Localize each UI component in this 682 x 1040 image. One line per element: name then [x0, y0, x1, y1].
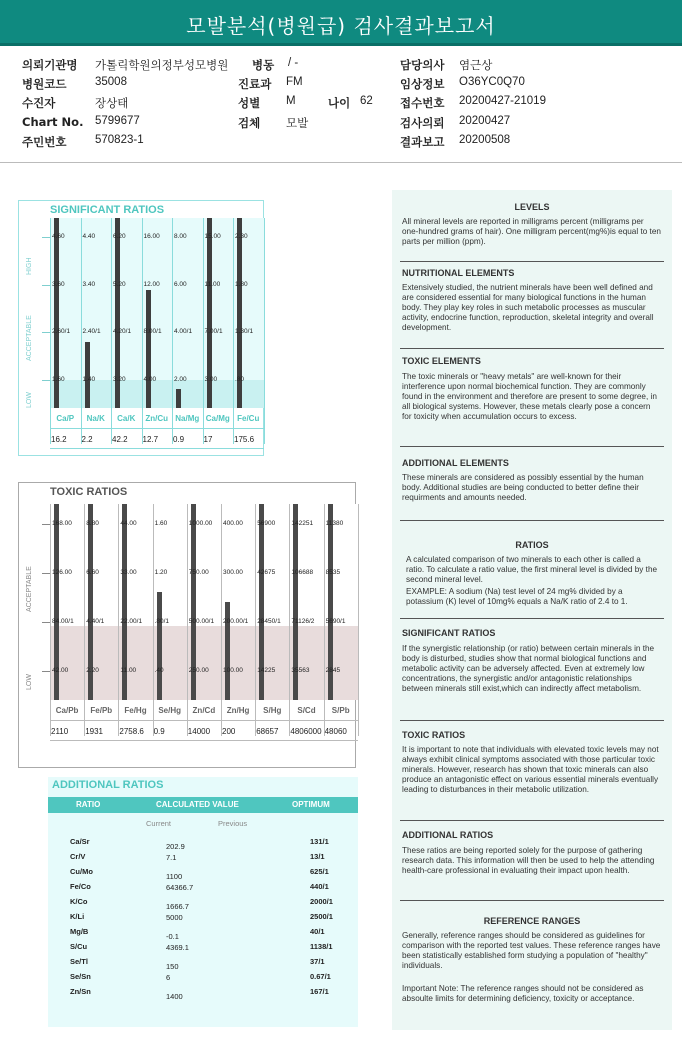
low-band	[50, 626, 358, 700]
divider	[400, 820, 664, 821]
tick-label: 6.00	[174, 280, 187, 288]
category-label: S/Hg	[263, 706, 282, 715]
column-divider	[111, 218, 112, 444]
ratio-value: 200	[222, 727, 236, 736]
tick-label: 750.00	[188, 568, 209, 576]
hospital-code-label: 병원코드	[22, 77, 67, 91]
ratio-name: Cu/Mo	[70, 867, 93, 876]
tick-label: 4.00	[143, 375, 157, 383]
current-value: 7.1	[166, 853, 177, 862]
table-row	[48, 985, 358, 1000]
tick-label: 11.00	[204, 280, 221, 288]
optimum-value: 131/1	[310, 837, 329, 846]
tick-label: 1.20	[154, 568, 168, 576]
axis-marker	[42, 380, 50, 381]
optimum-value: 625/1	[310, 867, 329, 876]
y-axis-label: LOW	[26, 392, 33, 408]
tick-label: 400.00	[223, 519, 243, 527]
reference-ranges-text: Generally, reference ranges should be considered as guidelines for comparison with the reported test values. These reference ranges have been statistically established form studying a population of "healthy" individuals.	[402, 931, 661, 970]
specimen-value: 모발	[286, 118, 309, 130]
y-axis-label: ACCEPTABLE	[26, 314, 33, 361]
report-header	[0, 49, 682, 155]
dept-label: 진료과	[238, 77, 272, 91]
ratio-value: 4806000	[290, 727, 322, 736]
tick-label: 3.20	[113, 375, 126, 383]
tick-label: 5.20	[113, 280, 126, 288]
tick-label: 1.60	[154, 519, 168, 527]
category-label: Fe/Pb	[90, 706, 113, 715]
receipt-value: 20200427-21019	[459, 95, 546, 107]
table-row	[48, 970, 358, 985]
column-divider	[153, 504, 154, 736]
ratios-example: EXAMPLE: A sodium (Na) test level of 24 mg% divided by a potassium (K) level of 10mg% equals a Na/K ratio of 2.4 to 1.	[406, 587, 628, 606]
tick-label: 2.30	[235, 233, 248, 240]
y-axis-label: ACCEPTABLE	[26, 566, 33, 612]
request-label: 검사의뢰	[400, 116, 445, 130]
col-ratio: RATIO	[76, 800, 101, 809]
tick-label: 4.00/1	[174, 328, 193, 335]
examinee-label: 수진자	[22, 96, 56, 110]
ratio-name: K/Co	[70, 897, 88, 906]
tick-label: 300.00	[223, 568, 243, 576]
ratio-name: Cr/V	[70, 852, 86, 861]
chart-no-label: Chart No.	[22, 115, 84, 129]
sub-current: Current	[146, 819, 172, 828]
report-date-value: 20200508	[459, 134, 511, 146]
category-label: S/Pb	[331, 706, 350, 715]
tick-label: 56900	[257, 519, 276, 527]
table-row	[48, 880, 358, 895]
divider	[400, 446, 664, 447]
institution-label: 의뢰기관명	[22, 58, 78, 72]
clinical-value: O36YC0Q70	[459, 76, 525, 88]
toxic-ratios-chart	[18, 482, 356, 768]
tick-label: 15.00	[204, 233, 221, 240]
tick-label: 6.20	[113, 233, 126, 240]
ratio-value: 0.9	[153, 727, 165, 736]
tick-label: 5690/1	[325, 617, 346, 625]
reference-ranges-heading: REFERENCE RANGES	[483, 916, 581, 926]
ratio-value: 2.2	[81, 435, 93, 444]
tick-label: 2.00	[174, 375, 187, 383]
ratio-value: 0.9	[173, 435, 185, 444]
optimum-value: 2500/1	[310, 912, 333, 921]
tick-label: 1000.00	[188, 519, 213, 527]
col-calculated: CALCULATED VALUE	[156, 800, 239, 809]
ratio-name: Fe/Co	[70, 882, 91, 891]
tick-label: 11.00	[120, 666, 137, 674]
column-divider	[84, 504, 85, 736]
tick-label: 8535	[325, 568, 341, 576]
current-value: -0.1	[166, 932, 179, 941]
column-divider	[50, 218, 51, 444]
col-optimum: OPTIMUM	[292, 800, 330, 809]
tick-label: 16.00	[143, 233, 160, 240]
column-divider	[233, 218, 234, 444]
ward-value: / -	[288, 57, 299, 69]
category-label: S/Cd	[297, 706, 316, 715]
axis-marker	[42, 573, 50, 574]
ratios-heading: RATIOS	[515, 540, 549, 550]
additional-table-header	[48, 797, 358, 813]
category-label: Zn/Cu	[145, 414, 169, 423]
tick-label: 126.00	[52, 568, 72, 576]
axis-marker	[42, 285, 50, 286]
current-value: 5000	[166, 913, 183, 922]
table-row	[48, 955, 358, 970]
tick-label: 3.00	[204, 375, 218, 383]
table-row	[48, 910, 358, 925]
table-row	[48, 850, 358, 865]
significant-ratios-chart	[18, 200, 264, 456]
category-label: Ca/P	[56, 414, 75, 423]
category-label: Fe/Hg	[124, 706, 147, 715]
table-row	[48, 835, 358, 850]
category-label: Zn/Cd	[192, 706, 216, 715]
ratio-bar	[146, 290, 151, 408]
tick-label: 3.40	[82, 280, 96, 288]
additional-ratios-heading: ADDITIONAL RATIOS	[402, 830, 494, 840]
tick-label: 106688	[291, 568, 314, 576]
current-value: 202.9	[166, 842, 185, 851]
receipt-label: 접수번호	[400, 96, 445, 110]
row-divider	[50, 740, 358, 741]
request-value: 20200427	[459, 115, 511, 127]
column-divider	[187, 504, 188, 736]
ratio-value: 42.2	[112, 435, 128, 444]
ratio-name: S/Cu	[70, 942, 88, 951]
tick-label: 1.40	[82, 375, 96, 383]
tick-label: 4.20/1	[113, 328, 132, 335]
optimum-value: 1138/1	[310, 942, 333, 951]
levels-heading: LEVELS	[514, 202, 550, 212]
column-divider	[50, 504, 51, 736]
column-divider	[203, 218, 204, 444]
significant-ratios-text: If the synergistic relationship (or ratio) between certain minerals in the body is disturbed, studies show that normal biological functions and metabolic activity can be adversely affected. Even at extremely low concentrations, the synergistic and/or antagonistic relationships between minerals still exist,which can indirectly affect metabolism.	[402, 644, 655, 693]
chart-no-value: 5799677	[95, 115, 140, 127]
column-divider	[358, 504, 359, 736]
optimum-value: 167/1	[310, 987, 329, 996]
row-divider	[50, 720, 358, 721]
additional-elements-text: These minerals are considered as possibly essential by the human body. Additional studies are being conducted to better define their requirments and amounts needed.	[402, 473, 644, 502]
axis-marker	[42, 237, 50, 238]
ratio-value: 12.7	[142, 435, 159, 444]
tick-label: 71126/2	[291, 617, 315, 625]
tick-label: 8.00	[174, 233, 187, 240]
divider	[400, 618, 664, 619]
tick-label: .80	[235, 375, 245, 383]
significant-ratios-title: SIGNIFICANT RATIOS	[50, 204, 165, 216]
report-date-label: 결과보고	[400, 135, 445, 149]
column-divider	[81, 218, 82, 444]
category-label: Se/Hg	[158, 706, 182, 715]
table-row	[48, 925, 358, 940]
tick-label: 22.00/1	[120, 617, 143, 625]
tick-label: 250.00	[188, 666, 209, 674]
tick-label: 142251	[291, 519, 314, 527]
ratio-value: 1931	[85, 727, 103, 736]
optimum-value: 37/1	[310, 957, 325, 966]
tick-label: 1.80	[235, 280, 248, 288]
current-value: 64366.7	[166, 883, 194, 892]
tick-label: 2.20	[86, 666, 99, 674]
reference-ranges-note: Important Note: The reference ranges should not be considered as absoulte limits for determining deficiency, toxicity or acceptance.	[402, 984, 644, 1003]
ratio-name: Mg/B	[70, 927, 89, 936]
tick-label: 3.60	[52, 280, 65, 288]
ratio-name: Se/Sn	[70, 972, 91, 981]
axis-marker	[42, 332, 50, 333]
examinee-value: 장상태	[95, 98, 129, 110]
tick-label: 33.00	[120, 568, 137, 576]
specimen-label: 검체	[238, 116, 261, 130]
significant-ratios-heading: SIGNIFICANT RATIOS	[402, 628, 496, 638]
category-label: Ca/K	[117, 414, 136, 423]
ratio-name: Ca/Sr	[70, 837, 90, 846]
tick-label: .80/1	[154, 617, 170, 625]
tick-label: 1.30/1	[235, 328, 254, 335]
tick-label: 42.00	[52, 666, 69, 674]
y-axis-label: LOW	[26, 674, 33, 691]
category-label: Zn/Hg	[226, 706, 250, 715]
toxic-ratios-title: TOXIC RATIOS	[50, 486, 128, 498]
category-label: Fe/Cu	[237, 414, 260, 423]
current-value: 1666.7	[166, 902, 189, 911]
tick-label: 500.00/1	[188, 617, 215, 625]
tick-label: 168.00	[52, 519, 72, 527]
current-value: 1400	[166, 992, 183, 1001]
tick-label: 4.40/1	[86, 617, 105, 625]
dept-value: FM	[286, 76, 303, 88]
ratio-name: Se/Tl	[70, 957, 88, 966]
ratio-name: K/Li	[70, 912, 85, 921]
toxic-ratios-text: It is important to note that individuals with elevated toxic levels may not always exhibit clinical symptoms associated with those particular toxic minerals. However, research has shown that toxic minerals can also produce an antagonistic effect on various essential minerals eventually leading to disturbances in their metabolic utilization.	[402, 745, 659, 794]
tick-label: 8.00/1	[143, 328, 162, 335]
tick-label: 8.80	[86, 519, 99, 527]
additional-ratios-text: These ratios are being reported solely for the purpose of gathering research data. This information will then be used to help the attending health-care professional in evaluating their impact upon health.	[402, 846, 655, 875]
table-row	[48, 895, 358, 910]
additional-ratios-title: ADDITIONAL RATIOS	[52, 779, 164, 791]
divider	[400, 900, 664, 901]
low-band	[50, 380, 264, 409]
sex-label: 성별	[238, 96, 261, 110]
row-divider	[50, 428, 264, 429]
ratio-bar	[176, 389, 181, 408]
axis-marker	[42, 524, 50, 525]
ratio-value: 175.6	[234, 435, 255, 444]
column-divider	[172, 218, 173, 444]
row-divider	[50, 448, 264, 449]
category-label: Na/Mg	[175, 414, 200, 423]
hospital-code-value: 35008	[95, 76, 127, 88]
axis-marker	[42, 622, 50, 623]
tick-label: 200.00/1	[223, 617, 249, 625]
tick-label: 11380	[325, 519, 344, 527]
divider	[400, 348, 664, 349]
age-value: 62	[360, 95, 373, 107]
tick-label: 7.00/1	[204, 328, 223, 335]
header-divider	[0, 162, 682, 163]
optimum-value: 40/1	[310, 927, 325, 936]
optimum-value: 440/1	[310, 882, 329, 891]
nutritional-heading: NUTRITIONAL ELEMENTS	[402, 268, 515, 278]
tick-label: 84.00/1	[52, 617, 74, 625]
sub-previous: Previous	[218, 819, 248, 828]
optimum-value: 13/1	[310, 852, 325, 861]
column-divider	[221, 504, 222, 736]
tick-label: 44.00	[120, 519, 137, 527]
ratio-value: 2758.6	[119, 727, 144, 736]
tick-label: .40	[154, 666, 164, 674]
column-divider	[289, 504, 290, 736]
institution-value: 가톨릭학원의정부성모병원	[95, 60, 229, 72]
tick-label: 2.40/1	[82, 328, 101, 335]
tick-label: 4.40	[82, 233, 96, 240]
column-divider	[264, 218, 265, 444]
divider	[400, 720, 664, 721]
category-label: Ca/Mg	[205, 414, 230, 423]
id-label: 주민번호	[22, 135, 67, 149]
tick-label: 1.60	[52, 375, 65, 383]
ratio-value: 16.2	[51, 435, 67, 444]
ratio-value: 68657	[256, 727, 279, 736]
ratio-value: 2110	[51, 727, 69, 736]
current-value: 1100	[166, 872, 183, 881]
tick-label: 4.60	[52, 233, 65, 240]
current-value: 150	[166, 962, 179, 971]
category-label: Na/K	[86, 414, 105, 423]
tick-label: 100.00	[223, 666, 243, 674]
clinical-label: 임상정보	[400, 77, 445, 91]
divider	[400, 261, 664, 262]
toxic-ratios-heading: TOXIC RATIOS	[402, 730, 466, 740]
ratio-value: 14000	[187, 727, 211, 736]
tick-label: 12.00	[143, 280, 160, 288]
sex-value: M	[286, 95, 296, 107]
toxic-elements-text: The toxic minerals or "heavy metals" are well-known for their interference upon normal biochemical function. They are commonly found in the environment and therefore are present to some degree, in all biological systems. However, these metals clearly pose a concern for toxicity when accumulation occurs to excess.	[402, 372, 657, 421]
levels-text: All mineral levels are reported in milligrams percent (milligrams per one-hundred grams of hair). One milligram percent(mg%)is equal to ten parts per million (ppm).	[402, 217, 661, 246]
info-panel	[392, 190, 672, 1030]
tick-label: 42675	[257, 568, 276, 576]
tick-label: 35563	[291, 666, 310, 674]
tick-label: 6.60	[86, 568, 99, 576]
ratio-name: Zn/Sn	[70, 987, 91, 996]
table-row	[48, 865, 358, 880]
axis-marker	[42, 671, 50, 672]
ratio-value: 48060	[324, 727, 347, 736]
column-divider	[324, 504, 325, 736]
column-divider	[118, 504, 119, 736]
tick-label: 28450/1	[257, 617, 281, 625]
optimum-value: 0.67/1	[310, 972, 331, 981]
age-label: 나이	[328, 96, 351, 110]
optimum-value: 2000/1	[310, 897, 333, 906]
ward-label: 병동	[252, 58, 275, 72]
doctor-value: 염근상	[459, 60, 493, 72]
table-row	[48, 940, 358, 955]
doctor-label: 담당의사	[400, 58, 445, 72]
additional-ratios-panel	[48, 777, 358, 1027]
tick-label: 14225	[257, 666, 276, 674]
current-value: 4369.1	[166, 943, 189, 952]
tick-label: 2.60/1	[52, 328, 71, 335]
current-value: 6	[166, 973, 171, 982]
tick-label: 2845	[325, 666, 341, 674]
divider	[400, 520, 664, 521]
ratios-text: A calculated comparison of two minerals to each other is called a ratio. To calculate a ratio value, the first mineral level is divided by the second mineral level.	[406, 555, 658, 584]
toxic-elements-heading: TOXIC ELEMENTS	[402, 356, 481, 366]
report-title: 모발분석(병원급) 검사결과보고서	[0, 0, 682, 46]
column-divider	[142, 218, 143, 444]
category-label: Ca/Pb	[55, 706, 79, 715]
id-value: 570823-1	[95, 134, 144, 146]
nutritional-text: Extensively studied, the nutrient minerals have been well defined and are considered essential for many biological functions in the human body. They play key roles in such metabolic processes as muscular activity, endocrine function, reproduction, skeletal integrity and overall development.	[402, 283, 654, 332]
y-axis-label: HIGH	[26, 257, 33, 275]
ratio-value: 17	[203, 435, 213, 444]
column-divider	[255, 504, 256, 736]
additional-elements-heading: ADDITIONAL ELEMENTS	[402, 458, 509, 468]
